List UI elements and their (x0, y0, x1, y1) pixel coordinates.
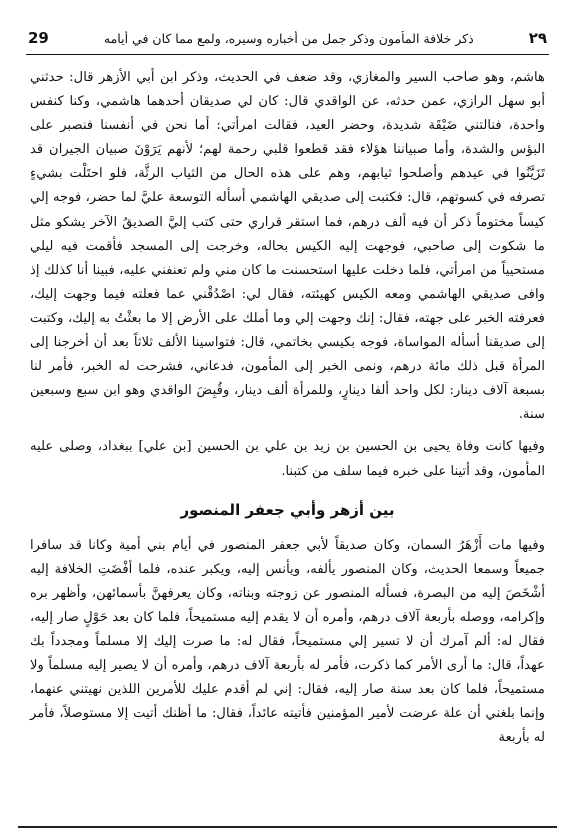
running-title: ذكر خلافة المأمون وذكر جمل من أخباره وسيره، ولمع مما كان في أيامه (103, 30, 474, 46)
page-number-latin: 29 (28, 29, 49, 47)
page-number-arabic: ٢٩ (528, 29, 547, 47)
paragraph-spacer (30, 427, 545, 435)
page-header (28, 26, 547, 50)
header-rule (26, 54, 549, 55)
paragraph-yahya-death: وفيها كانت وفاة يحيى بن الحسين بن زيد بن علي بن الحسين [بن علي] ببغداد، وصلى عليه المأمون، وقد أتينا على خبره فيما سلف من كتبنا. (30, 439, 545, 479)
page-body (30, 66, 545, 751)
paragraph-azhar-story: وفيها مات أَزْهَرُ السمان، وكان صديقاً لأبي جعفر المنصور في أيام بني أمية وكانا قد سافرا جميعاً وسمعا الحديث، وكان المنصور يألفه، ويأنس إليه، ويكبر عنده، فلما أفْضَتِ الخلافة إليه أشْخَصَ إليه من البصرة، فسأله المنصور عن زوجته وبناته، وكان يعرفهنَّ بأسمائهن، وأظهر بره وإكرامه، ووصله بأربعة آلاف درهم، وأمره أن لا يقدم إليه مستميحاً، فلما كان بعد حَوْلٍ صار إليه، فقال له: ألم آمرك أن لا تسير إلي مستميحاً، فقال له: ما صرت إليك إلا مسلماً ومجدداً بك عهداً، قال: ما أرى الأمر كما ذكرت، فأمر له بأربعة آلاف درهم، وأمره أن لا يصير إليه مسلماً ولا مستميحاً، فلما كان بعد سنة صار إليه، فقال: إني لم أقدم عليك للأمرين اللذين نهيتني عنهما، وإنما بلغني أن علة عرضت لأمير المؤمنين فأتيته عائداً، فقال: ما أظنك أتيت إلا مستوصلاً، فأمر له بأربعة (30, 537, 545, 746)
bottom-edge-rule (18, 826, 557, 828)
section-heading: بين أزهر وأبي جعفر المنصور (180, 500, 395, 519)
paragraph-waqidi-story: هاشم، وهو صاحب السير والمغازي، وقد ضعف في الحديث، وذكر ابن أبي الأزهر قال: حدثني أبو سهل الرازي، عمن حدثه، عن الواقدي قال: كان لي صديقان أحدهما هاشمي، وكنا كنفس واحدة، فنالتني ضَيْقَة شديدة، وحضر العيد، فقالت امرأتي: أما نحن في أنفسنا فنصبر على البؤس والشدة، وأما صبياننا هؤلاء فقد قطعوا قلبي رحمة لهم؛ لأنهم يَرَوْنَ صبيان الجيران قد تَزَيَّنُوا في عيدهم وأصلحوا ثيابهم، وهم على هذه الحال من الثياب الرثَّة، فلو احتَلْت بشيءٍ تصرفه في كسوتهم، قال: فكتبت إلى صديقي الهاشمي أسأله التوسعة عليَّ لما حضر، فوجه إلي كيساً مختوماً ذكر أن فيه ألف درهم، فما استقر قراري حتى كتب إليَّ الصديقُ الآخر يشكو مثل ما شكوت إلى صاحبي، فوجهت إليه الكيس بحاله، وخرجت إلى المسجد فأقمت فيه ليلي مستحيياً من امرأتي، فلما دخلت عليها استحسنت ما كان مني ولم تعنفني عليه، فبينا أنا كذلك إذ وافى صديقي الهاشمي ومعه الكيس كهيئته، فقال لي: اصْدُقْني عما فعلته فيما وجهت إليك، فعرفته الخبر على جهته، فقال: إنك وجهت إلي وما أملك على الأرض إلا ما بعثْتُ به إليك، وكتبت إلى صديقنا أسأله المواساة، فوجه بكيسي بخاتمي، قال: فتواسينا الألف ثلاثاً بعد أن أخرجنا إلى المرأة قبل ذلك مائة درهم، ونمى الخبر إلى المأمون، فدعاني، فشرحت له الخبر، فأمر لنا بسبعة آلاف دينار: لكل واحد ألفا دينارٍ، وللمرأة ألف دينار، وقُبِضَ الواقدي وهو ابن سبع وسبعين سنة. (30, 70, 545, 423)
